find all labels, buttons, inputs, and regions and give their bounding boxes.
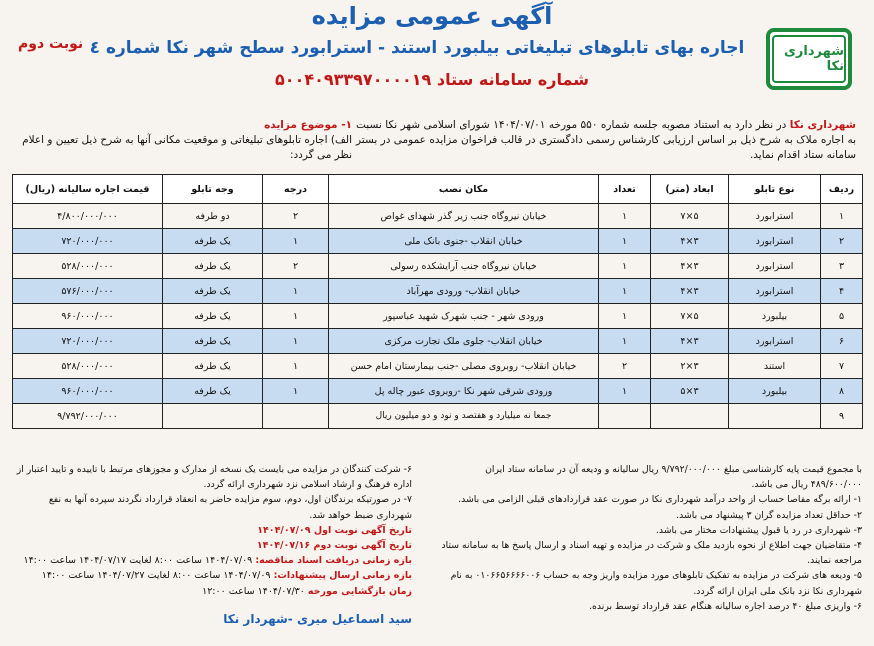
cell-side: یک طرفه bbox=[163, 304, 263, 329]
cell-side: یک طرفه bbox=[163, 279, 263, 304]
cell-count: ۱ bbox=[599, 279, 651, 304]
cell-grade: ۱ bbox=[263, 354, 329, 379]
cell-size: ۳×۲ bbox=[651, 354, 729, 379]
cell-type: استند bbox=[729, 354, 821, 379]
terms-list-left bbox=[12, 462, 412, 599]
cell-location: ورودی شهر - جنب شهرک شهید عباسپور bbox=[329, 304, 599, 329]
cell-grade: ۱ bbox=[263, 329, 329, 354]
table-row bbox=[13, 304, 863, 329]
term-item: ۶- شرکت کنندگان در مزایده می بایست یک نسخه از مدارک و مجوزهای مرتبط با تاییده و تایید اعتبار از اداره فرهنگ و ارشاد اسلامی نزد شهرداری ارائه گردد. bbox=[16, 464, 412, 491]
cell-type: استرابورد bbox=[729, 229, 821, 254]
table-header-row bbox=[13, 175, 863, 204]
header-count: تعداد bbox=[599, 175, 651, 204]
cell-size: ۳×۴ bbox=[651, 279, 729, 304]
term-item: ۵- ودیعه های شرکت در مزایده به تفکیک تابلوهای مورد مزایده واریز وجه به حساب ۰۱۰۶۶۵۶۶۶۶۰۰۶ به نام شهرداری نکا نزد بانک ملی ایران ارائه گردد. bbox=[450, 570, 862, 597]
logo-text: شهرداری نکا bbox=[772, 35, 846, 83]
cell-type bbox=[729, 404, 821, 429]
cell-type: استرابورد bbox=[729, 279, 821, 304]
table-row bbox=[13, 329, 863, 354]
opening-time bbox=[12, 584, 412, 599]
term-item: ۲- حداقل تعداد مزایده گران ۳ پیشنهاد می باشد. bbox=[676, 509, 862, 521]
cell-side: یک طرفه bbox=[163, 329, 263, 354]
cell-price: ۵۲۸/۰۰۰/۰۰۰ bbox=[13, 254, 163, 279]
cell-count: ۱ bbox=[599, 379, 651, 404]
cell-type: استرابورد bbox=[729, 204, 821, 229]
cell-count: ۱ bbox=[599, 254, 651, 279]
offers-period-value: ۱۴۰۴/۰۷/۰۹ ساعت ۸:۰۰ لغایت ۱۴۰۴/۰۷/۲۷ ساعت ۱۴:۰۰ bbox=[41, 570, 271, 582]
subject-block bbox=[12, 118, 352, 163]
cell-price: ۹۶۰/۰۰۰/۰۰۰ bbox=[13, 304, 163, 329]
opening-time-label: زمان بازگشایی مورخه bbox=[307, 585, 412, 597]
cell-type: استرابورد bbox=[729, 254, 821, 279]
terms-list-right bbox=[434, 462, 862, 614]
cell-row-no: ۸ bbox=[821, 379, 863, 404]
cell-grade: ۱ bbox=[263, 229, 329, 254]
cell-count bbox=[599, 404, 651, 429]
cell-type: استرابورد bbox=[729, 329, 821, 354]
billboard-table bbox=[12, 174, 863, 429]
term-item: ۴- متقاضیان جهت اطلاع از نحوه بازدید ملک و شرکت در مزایده و تهیه اسناد و ارسال پاسخ ها به سامانه ستاد مراجعه نمایند. bbox=[441, 540, 862, 567]
cell-count: ۱ bbox=[599, 304, 651, 329]
cell-row-no: ۹ bbox=[821, 404, 863, 429]
cell-grade: ۲ bbox=[263, 204, 329, 229]
offers-period bbox=[12, 568, 412, 583]
cell-count: ۱ bbox=[599, 204, 651, 229]
header-side: وجه تابلو bbox=[163, 175, 263, 204]
table-row bbox=[13, 354, 863, 379]
header-row-no: ردیف bbox=[821, 175, 863, 204]
header-price: قیمت اجاره سالیانه (ریال) bbox=[13, 175, 163, 204]
cell-row-no: ۲ bbox=[821, 229, 863, 254]
table-total-row bbox=[13, 404, 863, 429]
header-grade: درجه bbox=[263, 175, 329, 204]
cell-grade: ۱ bbox=[263, 279, 329, 304]
cell-location: ورودی شرقی شهر نکا -روبروی عبور چاله پل bbox=[329, 379, 599, 404]
cell-side: یک طرفه bbox=[163, 379, 263, 404]
cell-row-no: ۳ bbox=[821, 254, 863, 279]
subject-text: الف) اجاره تابلوهای تبلیغاتی و موقعیت مکانی آنها به شرح ذیل تعیین و اعلام نظر می گردد: bbox=[22, 134, 352, 161]
cell-type: بیلبورد bbox=[729, 379, 821, 404]
round-badge: نوبت دوم bbox=[18, 36, 84, 52]
second-publication-date: تاریخ آگهی نوبت دوم ۱۴۰۴/۰۷/۱۶ bbox=[256, 540, 412, 552]
header-type: نوع تابلو bbox=[729, 175, 821, 204]
subject-heading: ۱- موضوع مزایده bbox=[264, 119, 352, 131]
cell-count: ۱ bbox=[599, 229, 651, 254]
cell-side bbox=[163, 404, 263, 429]
cell-count: ۱ bbox=[599, 329, 651, 354]
intro-text: در نظر دارد به استناد مصوبه جلسه شماره ۵۵۰ مورخه ۱۴۰۴/۰۷/۰۱ شورای اسلامی شهر نکا نسبت به اجاره ملاک به شرح ذیل بر اساس ارزیابی کارشناس رسمی دادگستری در قالب فراخوان مزایده عمومی در بستر سامانه ستاد اقدام نماید. bbox=[356, 119, 856, 161]
cell-location: خیابان انقلاب- ورودی مهرآباد bbox=[329, 279, 599, 304]
docs-period-value: ۱۴۰۴/۰۷/۰۹ ساعت ۸:۰۰ لغایت ۱۴۰۴/۰۷/۱۷ ساعت ۱۴:۰۰ bbox=[23, 555, 253, 567]
table-row bbox=[13, 229, 863, 254]
cell-row-no: ۶ bbox=[821, 329, 863, 354]
first-publication-date: تاریخ آگهی نوبت اول ۱۴۰۴/۰۷/۰۹ bbox=[257, 524, 412, 536]
cell-price: ۷۲۰/۰۰۰/۰۰۰ bbox=[13, 329, 163, 354]
cell-size: ۵×۷ bbox=[651, 304, 729, 329]
term-item: با مجموع قیمت پایه کارشناسی مبلغ ۹/۷۹۲/۰۰۰/۰۰۰ ریال سالیانه و ودیعه آن در سامانه ستاد ایران ۴۸۹/۶۰۰/۰۰۰ ریال می باشد. bbox=[485, 464, 862, 491]
cell-grade: ۱ bbox=[263, 304, 329, 329]
term-item: ۷- در صورتیکه برندگان اول، دوم، سوم مزایده حاضر به انعقاد قرارداد نگردند سپرده آنها به نفع شهرداری ضبط خواهد شد. bbox=[48, 494, 412, 521]
cell-location: خیابان نیروگاه جنب زیر گذر شهدای غواص bbox=[329, 204, 599, 229]
cell-row-no: ۵ bbox=[821, 304, 863, 329]
header-location: مکان نصب bbox=[329, 175, 599, 204]
table-row bbox=[13, 279, 863, 304]
opening-time-value: ۱۴۰۴/۰۷/۳۰ ساعت ۱۲:۰۰ bbox=[202, 585, 305, 597]
table-row bbox=[13, 254, 863, 279]
cell-price: ۴/۸۰۰/۰۰۰/۰۰۰ bbox=[13, 204, 163, 229]
cell-size: ۵×۷ bbox=[651, 204, 729, 229]
table-row bbox=[13, 204, 863, 229]
cell-row-no: ۷ bbox=[821, 354, 863, 379]
intro-municipality: شهرداری نکا bbox=[789, 119, 857, 131]
cell-size: ۳×۴ bbox=[651, 229, 729, 254]
docs-period-label: بازه زمانی دریافت اسناد مناقصه: bbox=[255, 555, 412, 567]
table-row bbox=[13, 379, 863, 404]
offers-period-label: بازه زمانی ارسال پیشنهادات: bbox=[273, 570, 412, 582]
notice-subtitle: اجاره بهای تابلوهای تبلیغاتی بیلبورد استند - استرابورد سطح شهر نکا شماره ٤ bbox=[89, 38, 745, 58]
cell-side: یک طرفه bbox=[163, 254, 263, 279]
cell-location: خیابان انقلاب- جلوی ملک تجارت مرکزی bbox=[329, 329, 599, 354]
cell-row-no: ۴ bbox=[821, 279, 863, 304]
cell-price: ۹۶۰/۰۰۰/۰۰۰ bbox=[13, 379, 163, 404]
cell-location: خیابان انقلاب- روبروی مصلی -جنب بیمارستان امام حسن bbox=[329, 354, 599, 379]
cell-count: ۲ bbox=[599, 354, 651, 379]
cell-type: بیلبورد bbox=[729, 304, 821, 329]
cell-size bbox=[651, 404, 729, 429]
term-item: ۱- ارائه برگه مفاصا حساب از واحد درآمد شهرداری نکا در صورت عقد قراردادهای قبلی الزامی می باشد. bbox=[458, 494, 862, 506]
table-body bbox=[13, 204, 863, 429]
cell-grade bbox=[263, 404, 329, 429]
cell-price: ۵۲۸/۰۰۰/۰۰۰ bbox=[13, 354, 163, 379]
cell-size: ۳×۵ bbox=[651, 379, 729, 404]
cell-total-words: جمعا نه میلیارد و هفتصد و نود و دو میلیون ریال bbox=[329, 404, 599, 429]
cell-grade: ۱ bbox=[263, 379, 329, 404]
cell-row-no: ۱ bbox=[821, 204, 863, 229]
cell-size: ۳×۴ bbox=[651, 254, 729, 279]
term-item: ۳- شهرداری در رد یا قبول پیشنهادات مختار می باشد. bbox=[655, 524, 862, 536]
cell-total-price: ۹/۷۹۲/۰۰۰/۰۰۰ bbox=[13, 404, 163, 429]
cell-side: یک طرفه bbox=[163, 354, 263, 379]
cell-location: خیابان انقلاب -جنوی بانک ملی bbox=[329, 229, 599, 254]
header-size: ابعاد (متر) bbox=[651, 175, 729, 204]
municipality-logo bbox=[766, 28, 852, 90]
portal-number: شماره سامانه ستاد ۵۰۰۴۰۹۳۳۹۷۰۰۰۰۱۹ bbox=[275, 70, 589, 89]
cell-location: خیابان نیروگاه جنب آرایشکده رسولی bbox=[329, 254, 599, 279]
cell-size: ۳×۴ bbox=[651, 329, 729, 354]
cell-price: ۵۷۶/۰۰۰/۰۰۰ bbox=[13, 279, 163, 304]
docs-period bbox=[12, 553, 412, 568]
term-item: ۶- واریزی مبلغ ۴۰ درصد اجاره سالیانه هنگام عقد قرارداد توسط برنده. bbox=[589, 600, 862, 612]
cell-grade: ۲ bbox=[263, 254, 329, 279]
cell-side: یک طرفه bbox=[163, 229, 263, 254]
notice-header bbox=[0, 0, 874, 110]
mayor-signature: سید اسماعیل میری -شهردار نکا bbox=[223, 612, 412, 626]
cell-side: دو طرفه bbox=[163, 204, 263, 229]
intro-paragraph bbox=[356, 118, 856, 163]
cell-price: ۷۲۰/۰۰۰/۰۰۰ bbox=[13, 229, 163, 254]
notice-title: آگهی عمومی مزایده bbox=[311, 2, 553, 30]
